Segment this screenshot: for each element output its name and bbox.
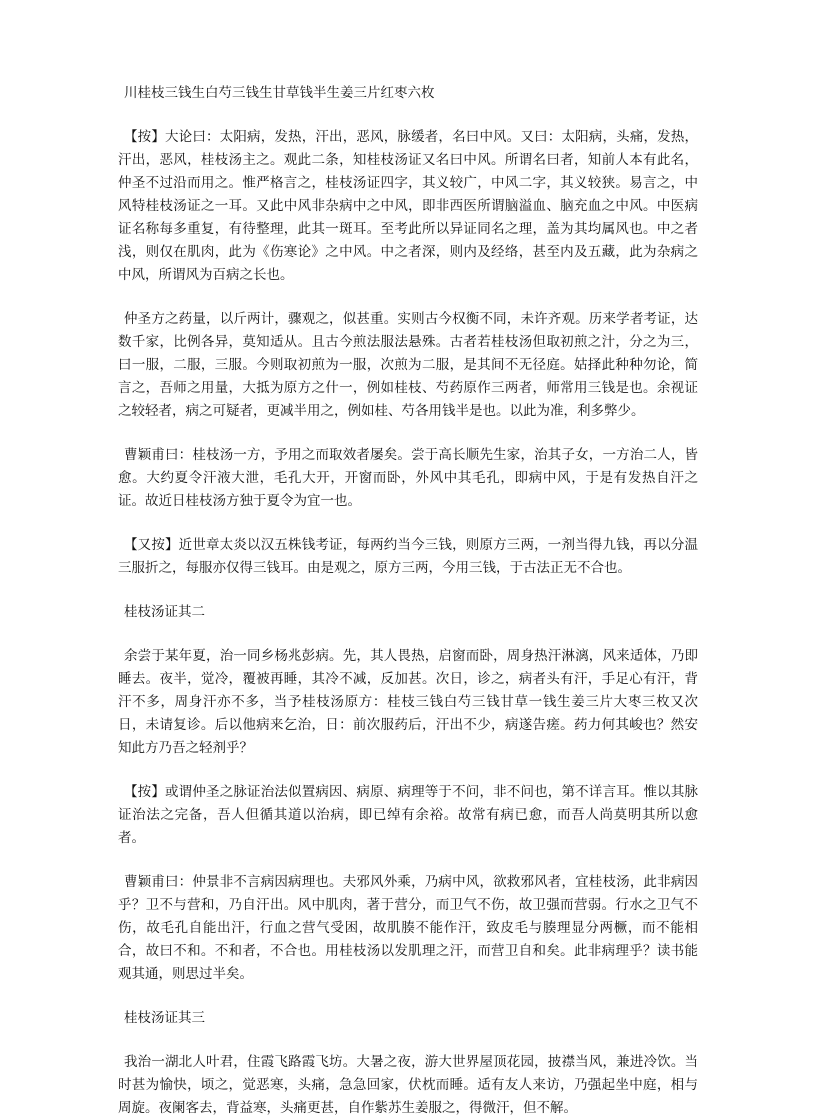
commentary-paragraph: 【按】大论曰：太阳病，发热，汗出，恶风，脉缓者，名曰中风。又曰：太阳病，头痛，发热，汗出，恶风，桂枝汤主之。观此二条，知桂枝汤证又名曰中风。所谓名曰者，知前人本有此名，仲圣不过沿而用之。惟严格言之，桂枝汤证四字，其义较广，中风二字，其义较狭。易言之，中风特桂枝汤证之一耳。又此中风非杂病中之中风，即非西医所谓脑溢血、脑充血之中风。中医病证名称每多重复，有待整理，此其一斑耳。至考此所以异证同名之理，盖为其均属风也。中之者浅，则仅在肌肉，此为《伤寒论》之中风。中之者深，则内及经络，甚至内及五藏，此为杂病之中风，所谓风为百病之长也。 xyxy=(118,129,698,283)
paragraph-gap xyxy=(118,850,698,871)
paragraph-gap xyxy=(118,105,698,126)
section-heading-case-three: 桂枝汤证其三 xyxy=(124,1010,205,1026)
paragraph-gap xyxy=(118,580,698,601)
paragraph-gap xyxy=(118,986,698,1007)
additional-note-paragraph: 【又按】近世章太炎以汉五株钱考证，每两约当今三钱，则原方三两，一剂当得九钱，再以分温三服折之，每服亦仅得三钱耳。由是观之，原方三两，今用三钱，于古法正无不合也。 xyxy=(118,537,698,576)
paragraph-gap xyxy=(118,760,698,781)
paragraph-gap xyxy=(118,513,698,534)
prescription-line: 川桂枝三钱生白芍三钱生甘草钱半生姜三片红枣六枚 xyxy=(124,85,435,101)
paragraph-gap xyxy=(118,423,698,444)
dosage-paragraph: 仲圣方之药量，以斤两计，骤观之，似甚重。实则古今权衡不同，未许齐观。历来学者考证，达数千家，比例各异，莫知适从。且古今煎法服法悬殊。古者若桂枝汤但取初煎之汁，分之为三，曰一服，二服，三服。今则取初煎为一服，次煎为二服，是其间不无径庭。姑择此种种勿论，简言之，吾师之用量，大抵为原方之什一，例如桂枝、芍药原作三两者，师常用三钱是也。余视证之较轻者，病之可疑者，更减半用之，例如桂、芍各用钱半是也。以此为准，利多弊少。 xyxy=(118,311,698,419)
paragraph-gap xyxy=(118,287,698,308)
cao-yingfu-paragraph-two: 曹颖甫曰：仲景非不言病因病理也。夫邪风外乘，乃病中风，欲救邪风者，宜桂枝汤，此非病因乎？卫不与营和，乃自汗出。风中肌肉，著于营分，而卫气不伤，故卫强而营弱。行水之卫气不伤，故毛孔自能出汗，行血之营气受困，故肌腠不能作汗，致皮毛与腠理显分两橛，而不能相合，故曰不和。不和者，不合也。用桂枝汤以发肌理之汗，而营卫自和矣。此非病理乎？读书能观其通，则思过半矣。 xyxy=(118,874,698,982)
cao-yingfu-paragraph: 曹颖甫曰：桂枝汤一方，予用之而取效者屡矣。尝于高长顺先生家，治其子女，一方治二人，皆愈。大约夏令汗液大泄，毛孔大开，开窗而卧，外风中其毛孔，即病中风，于是有发热自汗之证。故近日桂枝汤方独于夏令为宜一也。 xyxy=(118,447,698,509)
document-page xyxy=(118,82,698,1120)
paragraph-gap xyxy=(118,1030,698,1051)
case-three-paragraph: 我治一湖北人叶君，住霞飞路霞飞坊。大暑之夜，游大世界屋顶花园，披襟当风，兼进冷饮。当时甚为愉快，顷之，觉恶寒，头痛，急急回家，伏枕而睡。适有友人来访，乃强起坐中庭，相与周旋。夜阑客去，背益寒，头痛更甚，自作紫苏生姜服之，得微汗，但不解。 xyxy=(118,1054,698,1116)
section-heading-case-two: 桂枝汤证其二 xyxy=(124,604,205,620)
commentary-paragraph-two: 【按】或谓仲圣之脉证治法似置病因、病原、病理等于不问，非不问也，第不详言耳。惟以其脉证治法之完备，吾人但循其道以治病，即已绰有余裕。故常有病已愈，而吾人尚莫明其所以愈者。 xyxy=(118,784,698,846)
paragraph-gap xyxy=(118,624,698,645)
case-two-paragraph: 余尝于某年夏，治一同乡杨兆彭病。先，其人畏热，启窗而卧，周身热汗淋漓，风来适体，乃即睡去。夜半，觉冷，覆被再睡，其冷不减，反加甚。次日，诊之，病者头有汗，手足心有汗，背汗不多，周身汗亦不多，当予桂枝汤原方：桂枝三钱白芍三钱甘草一钱生姜三片大枣三枚又次日，未请复诊。后以他病来乞治，日：前次服药后，汗出不少，病遂告瘥。药力何其峻也？然安知此方乃吾之轻剂乎？ xyxy=(118,648,698,756)
